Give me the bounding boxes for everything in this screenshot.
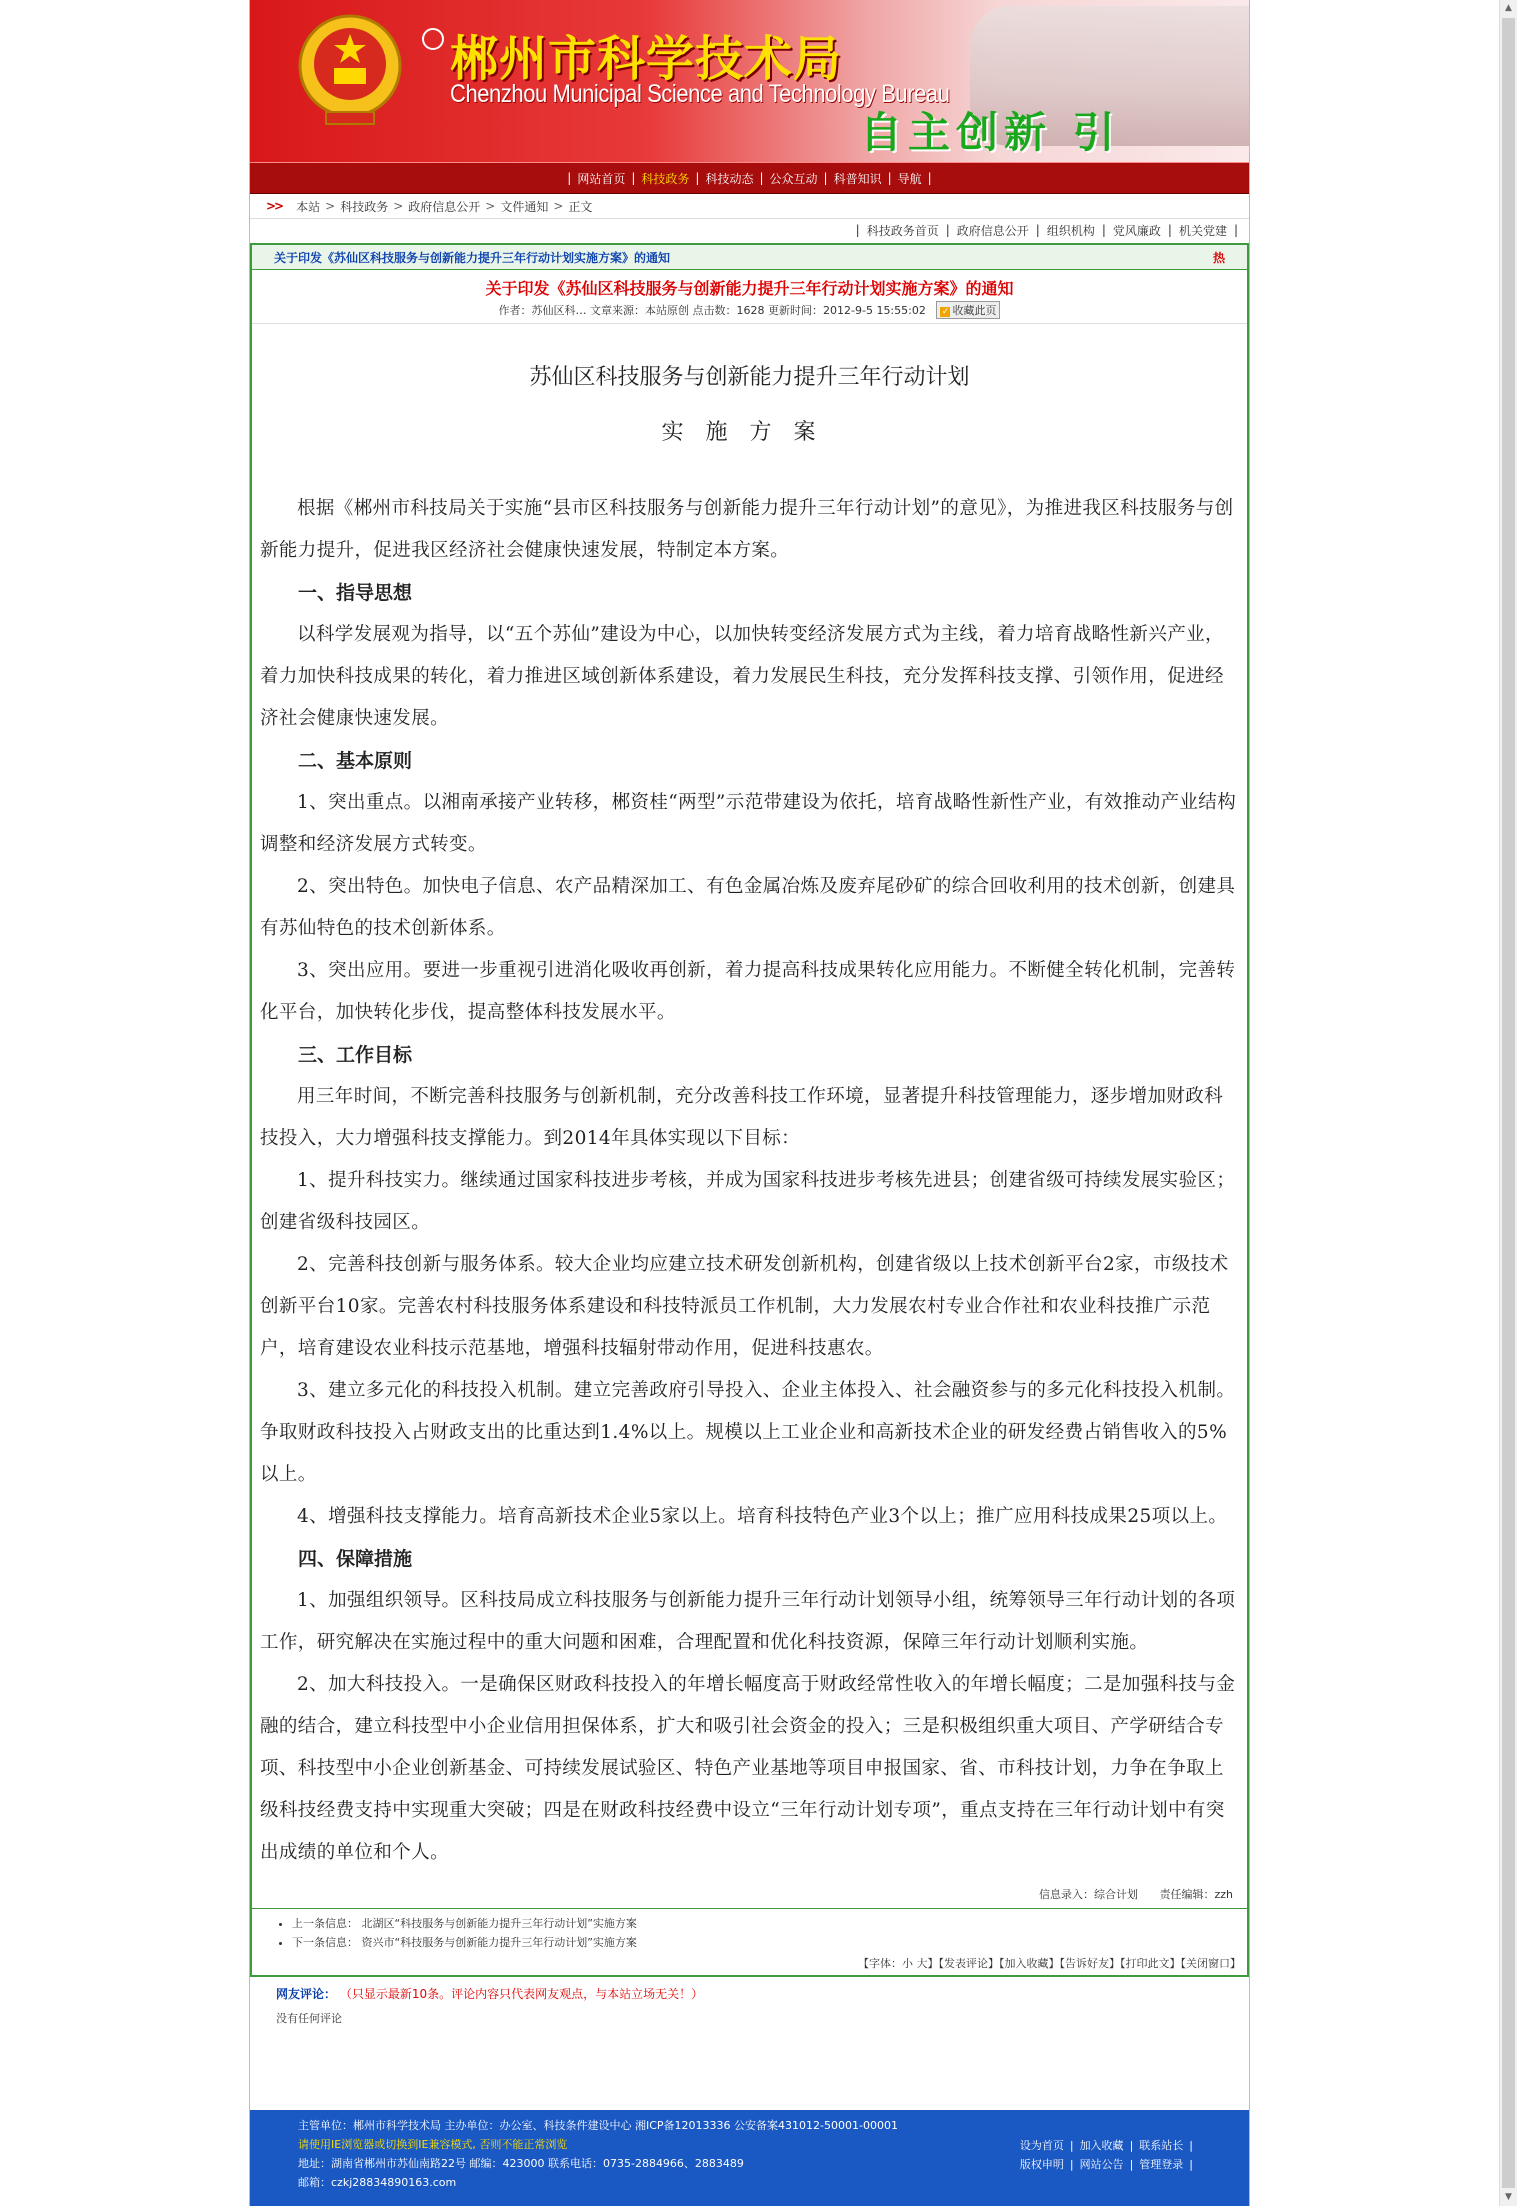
section-heading-3: 三、工作目标 xyxy=(298,1044,413,1066)
paragraph-3-3: 3、建立多元化的科技投入机制。建立完善政府引导投入、企业主体投入、社会融资参与的多元化科技投入机制。争取财政科技投入占财政支出的比重达到1.4%以上。规模以上工业企业和高新技术企业的研发经费占销售收入的5%以上。 xyxy=(260,1380,1236,1485)
paragraph-4-2: 2、加大科技投入。一是确保区财政科技投入的年增长幅度高于财政经常性收入的年增长幅度；二是加强科技与金融的结合，建立科技型中小企业信用担保体系，扩大和吸引社会资金的投入；三是积极组织重大项目、产学研结合专项、科技型中小企业创新基金、可持续发展试验区、特色产业基地等项目申报国家、省、市科技计划，力争在争取上级科技经费支持中实现重大突破；四是在财政科技经费中设立“三年行动计划专项”，重点支持在三年行动计划中有突出成绩的单位和个人。 xyxy=(260,1674,1236,1863)
comments-empty: 没有任何评论 xyxy=(276,2012,342,2025)
site-title-cn: 郴州市科学技术局 xyxy=(450,31,843,87)
main-nav: | 网站首页 | 科技政务 | 科技动态 | 公众互动 | 科普知识 | 导航 | xyxy=(250,162,1249,194)
footer-link-homepage[interactable]: 设为首页 xyxy=(1019,2139,1064,2152)
nav-item-gov[interactable]: 科技政务 xyxy=(641,171,690,186)
paragraph-3-1: 1、提升科技实力。继续通过国家科技进步考核，并成为国家科技进步考核先进县；创建省级可持续发展实验区；创建省级科技园区。 xyxy=(260,1170,1236,1233)
site-footer xyxy=(250,2110,1249,2206)
nav-item-science[interactable]: 科普知识 xyxy=(833,171,882,186)
nav-item-news[interactable]: 科技动态 xyxy=(705,171,754,186)
intro-paragraph: 根据《郴州市科技局关于实施“县市区科技服务与创新能力提升三年行动计划”的意见》，为推进我区科技服务与创新能力提升，促进我区经济社会健康快速发展，特制定本方案。 xyxy=(260,498,1234,561)
next-article-link[interactable]: • 下一条信息： 资兴市“科技服务与创新能力提升三年行动计划”实施方案 xyxy=(292,1934,1247,1950)
prev-article-link[interactable]: • 上一条信息： 北湖区“科技服务与创新能力提升三年行动计划”实施方案 xyxy=(292,1915,1247,1931)
favorite-label: 收藏此页 xyxy=(952,304,997,317)
article-container xyxy=(250,243,1249,1977)
article-meta xyxy=(252,301,1247,324)
footer-link-favorite[interactable]: 加入收藏 xyxy=(1079,2139,1124,2152)
footer-info xyxy=(298,2116,898,2192)
section-heading-1: 一、指导思想 xyxy=(298,582,413,604)
footer-link-copyright[interactable]: 版权申明 xyxy=(1019,2158,1064,2171)
breadcrumb-site[interactable]: 本站 xyxy=(296,199,321,214)
article-body xyxy=(252,324,1247,1880)
checkmark-icon: ✓ xyxy=(941,307,950,317)
nav-item-public[interactable]: 公众互动 xyxy=(769,171,818,186)
document-subtitle: 实施方案 xyxy=(661,420,838,445)
vertical-scrollbar[interactable] xyxy=(1499,0,1517,2206)
hot-badge: 热 xyxy=(1212,250,1225,265)
comments-label: 网友评论： xyxy=(276,1987,337,2001)
article-title-bar xyxy=(252,245,1247,270)
footer-link-announcement[interactable]: 网站公告 xyxy=(1079,2158,1124,2171)
paragraph-3-0: 用三年时间，不断完善科技服务与创新机制，充分改善科技工作环境，显著提升科技管理能力，逐步增加财政科技投入，大力增强科技支撑能力。到2014年具体实现以下目标： xyxy=(260,1086,1224,1149)
page-container xyxy=(249,0,1250,2206)
paragraph-2-1: 1、突出重点。以湘南承接产业转移，郴资桂“两型”示范带建设为依托，培育战略性新性产业，有效推动产业结构调整和经济发展方式转变。 xyxy=(260,792,1237,855)
section-heading-2: 二、基本原则 xyxy=(298,750,413,772)
article-list-title: 关于印发《苏仙区科技服务与创新能力提升三年行动计划实施方案》的通知 xyxy=(274,250,671,265)
footer-link-admin[interactable]: 管理登录 xyxy=(1139,2158,1184,2171)
paragraph-3-2: 2、完善科技创新与服务体系。较大企业均应建立技术研发创新机构，创建省级以上技术创新平台2家，市级技术创新平台10家。完善农村科技服务体系建设和科技特派员工作机制，大力发展农村专业合作社和农业科技推广示范户，培育建设农业科技示范基地，增强科技辐射带动作用，促进科技惠农。 xyxy=(260,1254,1229,1359)
nav-item-home[interactable]: 网站首页 xyxy=(577,171,626,186)
double-chevron-icon: >> xyxy=(266,199,283,213)
breadcrumb: >> 本站 > 科技政务 > 政府信息公开 > 文件通知 > 正文 xyxy=(250,194,1249,219)
section-heading-4: 四、保障措施 xyxy=(298,1548,413,1570)
nav-item-guide[interactable]: 导航 xyxy=(897,171,922,186)
breadcrumb-notice[interactable]: 文件通知 xyxy=(500,199,549,214)
footer-warning: 请使用IE浏览器或切换到IE兼容模式, 否则不能正常浏览 xyxy=(298,2138,568,2151)
document-title: 苏仙区科技服务与创新能力提升三年行动计划 xyxy=(529,365,970,390)
subnav-item-info[interactable]: 政府信息公开 xyxy=(956,223,1029,238)
article-footer-info xyxy=(252,1880,1247,1909)
subnav-item-gov-home[interactable]: 科技政务首页 xyxy=(866,223,939,238)
breadcrumb-current: 正文 xyxy=(568,199,593,214)
breadcrumb-info[interactable]: 政府信息公开 xyxy=(408,199,481,214)
article-tools[interactable]: 【字体：小 大】【发表评论】【加入收藏】【告诉好友】【打印此文】【关闭窗口】 xyxy=(858,1957,1241,1970)
subnav-item-org[interactable]: 组织机构 xyxy=(1046,223,1095,238)
scrollbar-thumb[interactable] xyxy=(1502,18,1515,2188)
footer-address: 地址：湖南省郴州市苏仙南路22号 邮编：423000 联系电话：0735-2884966、2883489 xyxy=(298,2157,744,2170)
comments-note: （只显示最新10条。评论内容只代表网友观点，与本站立场无关！） xyxy=(339,1987,704,2001)
paragraph-3-4: 4、增强科技支撑能力。培育高新技术企业5家以上。培育科技特色产业3个以上；推广应用科技成果25项以上。 xyxy=(297,1506,1228,1527)
footer-link-contact[interactable]: 联系站长 xyxy=(1139,2139,1184,2152)
footer-links: 设为首页 | 加入收藏 | 联系站长 | 版权申明 | 网站公告 | 管理登录 | xyxy=(1019,2139,1193,2171)
breadcrumb-gov[interactable]: 科技政务 xyxy=(340,199,389,214)
article-title: 关于印发《苏仙区科技服务与创新能力提升三年行动计划实施方案》的通知 xyxy=(485,279,1014,298)
paragraph-2-2: 2、突出特色。加快电子信息、农产品精深加工、有色金属冶炼及废弃尾砂矿的综合回收利用的技术创新，创建具有苏仙特色的技术创新体系。 xyxy=(260,876,1236,939)
scroll-up-arrow-icon[interactable]: ▲ xyxy=(1505,3,1512,13)
comments-section xyxy=(250,1977,1249,2026)
article-meta-text: 作者：苏仙区科… 文章来源：本站原创 点击数：1628 更新时间：2012-9-5 15:55:02 xyxy=(498,304,926,317)
subnav-item-party[interactable]: 党风廉政 xyxy=(1112,223,1161,238)
responsible-editor: 责任编辑：zzh xyxy=(1159,1888,1233,1901)
footer-email: 邮箱：czkj28834890163.com xyxy=(298,2176,457,2189)
info-entry: 信息录入：综合计划 xyxy=(1038,1888,1138,1901)
scroll-down-arrow-icon[interactable]: ▼ xyxy=(1505,2192,1512,2202)
favorite-button[interactable] xyxy=(936,301,1000,319)
national-emblem-icon xyxy=(296,12,404,130)
footer-organizer: 主管单位：郴州市科学技术局 主办单位：办公室、科技条件建设中心 湘ICP备12013336 公安备案431012-50001-00001 xyxy=(298,2119,898,2132)
prev-next-links xyxy=(252,1909,1247,1950)
site-banner xyxy=(250,0,1249,162)
ring-icon xyxy=(422,28,444,50)
paragraph-2-3: 3、突出应用。要进一步重视引进消化吸收再创新，着力提高科技成果转化应用能力。不断健全转化机制，完善转化平台，加快转化步伐，提高整体科技发展水平。 xyxy=(260,960,1236,1023)
site-title-en: Chenzhou Municipal Science and Technology Bureau xyxy=(450,80,950,108)
paragraph-1: 以科学发展观为指导，以“五个苏仙”建设为中心，以加快转变经济发展方式为主线，着力培育战略性新兴产业，着力加快科技成果的转化，着力推进区域创新体系建设，着力发展民生科技，充分发挥科技支撑、引领作用，促进经济社会健康快速发展。 xyxy=(260,624,1224,729)
subnav-item-building[interactable]: 机关党建 xyxy=(1178,223,1227,238)
sub-nav: | 科技政务首页 | 政府信息公开 | 组织机构 | 党风廉政 | 机关党建 | xyxy=(855,223,1238,238)
paragraph-4-1: 1、加强组织领导。区科技局成立科技服务与创新能力提升三年行动计划领导小组，统筹领导三年行动计划的各项工作，研究解决在实施过程中的重大问题和困难，合理配置和优化科技资源，保障三年行动计划顺利实施。 xyxy=(260,1590,1236,1653)
banner-slogan: 自主创新 引 xyxy=(860,108,1121,157)
